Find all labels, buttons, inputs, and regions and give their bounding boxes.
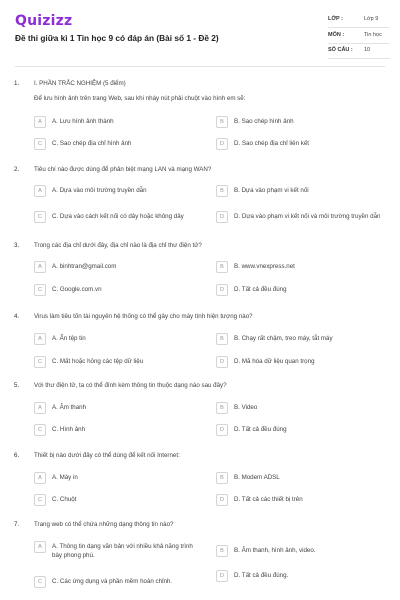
option-text: A. binhtran@gmail.com: [52, 263, 117, 270]
option-text: C. Các ứng dụng và phần mềm hoàn chỉnh.: [52, 578, 173, 585]
option-letter-badge: A: [34, 185, 46, 197]
option-letter-badge: C: [34, 356, 46, 368]
quizizz-logo: Quizizz: [15, 13, 73, 29]
meta-label: LỚP :: [328, 16, 343, 22]
option-letter-badge: C: [34, 211, 46, 223]
header: [0, 0, 400, 70]
meta-value: Lớp 9: [364, 16, 379, 22]
option-text: B. Dựa vào phạm vi kết nối: [234, 187, 309, 194]
question-number: 7.: [14, 521, 20, 528]
option-text: C. Dựa vào cách kết nối có dây hoặc không dây: [52, 213, 184, 220]
option-text: D. Mã hóa dữ liệu quan trọng: [234, 358, 315, 365]
meta-label: MÔN :: [328, 32, 345, 38]
option-letter-badge: B: [216, 185, 228, 197]
header-divider: [15, 66, 385, 67]
option-letter-badge: A: [34, 541, 46, 553]
option-letter-badge: C: [34, 424, 46, 436]
option-text: A. Lưu hình ảnh thành: [52, 118, 114, 125]
option-text: A. Máy in: [52, 474, 78, 481]
option-text: B. Modem ADSL: [234, 474, 280, 481]
option-letter-badge: D: [216, 211, 228, 223]
question-number: 3.: [14, 242, 20, 249]
option-letter-badge: D: [216, 494, 228, 506]
option-letter-badge: B: [216, 333, 228, 345]
option-text: D. Tất cả đều đúng.: [234, 572, 289, 579]
meta-value: Tin học: [364, 32, 382, 38]
option-text: D. Tất cả các thiết bị trên: [234, 496, 303, 503]
meta-value: 10: [364, 47, 371, 53]
meta-question-count: [328, 43, 390, 59]
option-letter-badge: B: [216, 545, 228, 557]
question-number: 1.: [14, 80, 20, 87]
option-letter-badge: A: [34, 333, 46, 345]
option-letter-badge: D: [216, 356, 228, 368]
option-letter-badge: C: [34, 576, 46, 588]
question-number: 4.: [14, 313, 20, 320]
option-text: C. Google.com.vn: [52, 286, 102, 293]
option-letter-badge: C: [34, 138, 46, 150]
option-text: B. Chạy rất chậm, treo máy, tắt máy: [234, 335, 333, 342]
document-title: Đề thi giữa kì 1 Tin học 9 có đáp án (Bài số 1 - Đề 2): [15, 33, 219, 43]
question-text: I. PHẦN TRẮC NGHIỆM (5 điểm): [34, 80, 126, 87]
option-text: A. Âm thanh: [52, 404, 87, 411]
question-text: Thiết bị nào dưới đây có thể dùng để kết nối Internet:: [34, 452, 180, 459]
question-text: Tiêu chí nào được dùng để phân biệt mạng LAN và mạng WAN?: [34, 166, 212, 173]
option-letter-badge: B: [216, 116, 228, 128]
question-subtext: Để lưu hình ảnh trên trang Web, sau khi nháy nút phải chuột vào hình em sẽ:: [34, 95, 246, 102]
meta-subject: [328, 28, 390, 44]
option-text: D. Tất cả đều đúng: [234, 286, 287, 293]
option-text: A. Dựa vào môi trường truyền dẫn: [52, 187, 147, 194]
option-text: B. Video: [234, 404, 258, 411]
option-letter-badge: D: [216, 570, 228, 582]
question-number: 2.: [14, 166, 20, 173]
option-text: B. www.vnexpress.net: [234, 263, 295, 270]
option-letter-badge: A: [34, 402, 46, 414]
option-letter-badge: D: [216, 284, 228, 296]
option-text: C. Hình ảnh: [52, 426, 86, 433]
option-text: B. Sao chép hình ảnh: [234, 118, 294, 125]
option-text: C. Sao chép địa chỉ hình ảnh: [52, 140, 132, 147]
option-letter-badge: D: [216, 138, 228, 150]
option-text: B. Âm thanh, hình ảnh, video.: [234, 547, 316, 554]
question-text: Virus làm tiêu tốn tài nguyên hệ thống có thể gây cho máy tính hiện tượng nào?: [34, 313, 253, 320]
option-letter-badge: B: [216, 402, 228, 414]
option-letter-badge: A: [34, 472, 46, 484]
question-text: Với thư điện tử, ta có thể đính kèm thông tin thuộc dạng nào sau đây?: [34, 382, 227, 389]
question-number: 5.: [14, 382, 20, 389]
option-text: C. Mất hoặc hỏng các tệp dữ liệu: [52, 358, 144, 365]
option-text: D. Tất cả đều đúng: [234, 426, 287, 433]
question-text: Trong các địa chỉ dưới đây, địa chỉ nào là địa chỉ thư điện tử?: [34, 242, 202, 249]
option-text: D. Dựa vào phạm vi kết nối và môi trường truyền dẫn: [234, 213, 381, 220]
option-letter-badge: C: [34, 284, 46, 296]
question-text: Trang web có thể chứa những dạng thông tin nào?: [34, 521, 174, 528]
option-letter-badge: D: [216, 424, 228, 436]
option-letter-badge: B: [216, 472, 228, 484]
meta-label: SỐ CÂU :: [328, 47, 353, 53]
option-text: A. Ẩn tệp tin: [52, 335, 86, 342]
option-text: C. Chuột: [52, 496, 77, 503]
question-number: 6.: [14, 452, 20, 459]
meta-class: [328, 12, 390, 28]
option-text: D. Sao chép địa chỉ liên kết: [234, 140, 309, 147]
option-letter-badge: A: [34, 261, 46, 273]
option-letter-badge: C: [34, 494, 46, 506]
option-text: A. Thông tin dạng văn bản với nhiều khả năng trình bày phong phú.: [52, 543, 193, 559]
option-letter-badge: A: [34, 116, 46, 128]
option-letter-badge: B: [216, 261, 228, 273]
